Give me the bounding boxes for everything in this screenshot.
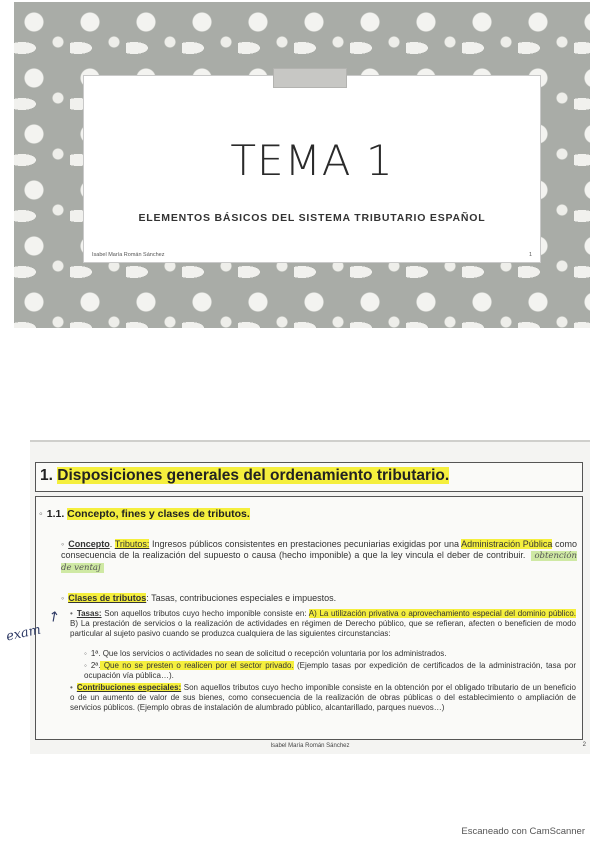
bullet-icon: ◦ (61, 539, 65, 549)
slide-page-number: 1 (528, 252, 532, 258)
bullet-icon: • (70, 609, 73, 618)
handwritten-exam-note: exam (4, 622, 43, 645)
condition-1-number: 1ª. (90, 649, 101, 658)
tasas-text-c: B) La prestación de servicios o la realización de actividades en régimen de Derecho público, que se refieran, afecten o beneficien de modo particular al sujeto pasivo cuando se produzca cualquiera de las siguientes circunstancias: (70, 619, 576, 638)
bullet-icon: ◦ (84, 649, 87, 658)
bullet-icon: • (70, 683, 73, 692)
scanner-watermark: Escaneado con CamScanner (461, 826, 585, 837)
bullet-icon: ◦ (61, 593, 65, 603)
tasas-text-a: Son aquellos tributos cuyo hecho imponible consiste en: (101, 609, 309, 618)
concept-intro: . (109, 539, 115, 549)
slide-title: TEMA 1 (230, 136, 394, 185)
section-heading (40, 467, 449, 485)
condition-1-text: Que los servicios o actividades no sean de solicitud o recepción voluntaria por los administrados. (100, 649, 447, 658)
content-slide (30, 440, 590, 754)
slide-subtitle: ELEMENTOS BÁSICOS DEL SISTEMA TRIBUTARIO ESPAÑOL (138, 212, 486, 224)
slide-page-number: 2 (582, 742, 586, 748)
concept-adm: Administración Pública (461, 539, 553, 549)
tasas-condition-1 (84, 649, 576, 659)
concept-text-b: como consecuencia de la realización del supuesto o causa (hecho imponible) a (61, 539, 577, 560)
condition-2-text-a: Que no se presten o realicen por el sector privado. (100, 661, 294, 670)
concept-label: Concepto (68, 539, 110, 549)
tasas-condition-2 (84, 661, 576, 681)
slide-author: Isabel María Román Sánchez (92, 252, 165, 258)
condition-2-text-b: (Ejemplo tasas por expedición de certificados de la administración, tasa por ocupación vía pública…). (84, 661, 576, 680)
heading-number: 1. (40, 467, 53, 484)
condition-2-number: 2ª. (90, 661, 101, 670)
concept-paragraph (61, 539, 577, 574)
subsection-title (39, 508, 250, 520)
subsection-text: Concepto, fines y clases de tributos. (67, 508, 250, 520)
concept-text-a: Ingresos públicos consistentes en prestaciones pecuniarias exigidas por una (149, 539, 462, 549)
bullet-icon: ◦ (84, 661, 87, 670)
handwritten-note: obtención de ventaj (61, 551, 577, 573)
bullet-icon: ◦ (39, 508, 43, 520)
tasas-label: Tasas: (76, 609, 102, 618)
clases-text: : Tasas, contribuciones especiales e impuestos. (146, 593, 337, 603)
title-card (84, 76, 540, 262)
tasas-text-b: A) La utilización privativa o aprovechamiento especial del dominio público. (308, 609, 576, 618)
contribuciones-paragraph (70, 683, 576, 713)
concept-tributos: Tributos: (114, 539, 150, 549)
concept-text-c: que la ley vincula el deber de contribuir. (362, 550, 526, 560)
slide-author: Isabel María Román Sánchez (270, 743, 350, 749)
handwritten-arrow-icon: ↗ (44, 606, 63, 627)
cover-slide (14, 2, 590, 328)
contrib-label: Contribuciones especiales: (76, 683, 182, 692)
subsection-number: 1.1. (46, 508, 65, 520)
clases-line (61, 593, 336, 603)
clases-label: Clases de tributos (68, 593, 147, 603)
heading-text: Disposiciones generales del ordenamiento tributario. (57, 467, 450, 484)
card-tab-decoration (273, 68, 347, 88)
section-heading-box (35, 462, 583, 492)
contrib-text: Son aquellos tributos cuyo hecho imponible consiste en la obtención por el obligado tributario de un beneficio o de un aumento de valor de sus bienes, como consecuencia de la realización de obras públicas o del establecimiento o ampliación de servicios públicos. (Ejemplo obras de instalación de alumbrado público, alcantarillado, parques nuevos…) (70, 683, 576, 712)
content-box (35, 496, 583, 740)
tasas-paragraph (70, 609, 576, 639)
